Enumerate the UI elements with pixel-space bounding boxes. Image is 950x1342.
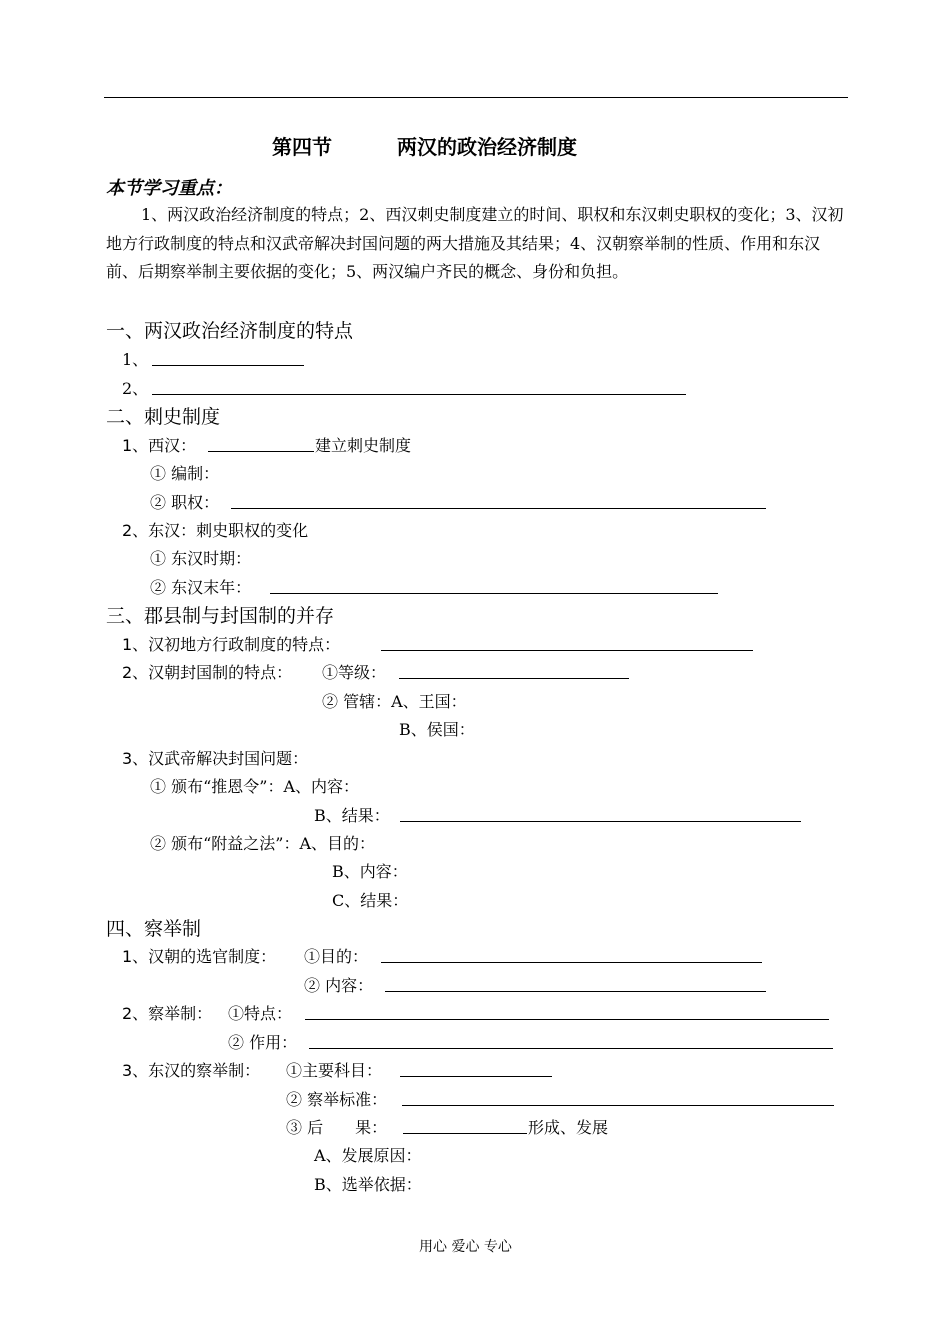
- s4-item-1-2-blank[interactable]: [385, 991, 766, 992]
- s4-item-2-2-label: ② 作用：: [228, 1033, 298, 1052]
- s2-item-1-label: 1、西汉：: [122, 436, 197, 455]
- title-section-number: 第四节: [272, 135, 332, 159]
- s3-item-3-label: 3、汉武帝解决封国问题：: [122, 749, 309, 768]
- s3-item-2-label: 2、汉朝封国制的特点：: [122, 663, 293, 682]
- s4-item-3-2-blank[interactable]: [402, 1105, 834, 1106]
- s2-item-2-1-label: ① 东汉时期：: [150, 549, 252, 568]
- s4-item-3-1-label: ①主要科目：: [286, 1061, 383, 1080]
- s3-item-1-label: 1、汉初地方行政制度的特点：: [122, 635, 341, 654]
- key-points-text: 1、两汉政治经济制度的特点；2、西汉刺史制度建立的时间、职权和东汉刺史职权的变化；3、汉初地方行政制度的特点和汉武帝解决封国问题的两大措施及其结果；4、汉朝察举制的性质、作用和东汉前、后期察举制主要依据的变化；5、两汉编户齐民的概念、身份和负担。: [106, 205, 844, 281]
- s4-item-3-3-label: ③ 后 果：: [286, 1118, 388, 1137]
- s2-item-2-2-label: ② 东汉末年：: [150, 578, 252, 597]
- s3-item-3-1-label: ① 颁布“推恩令”：A、内容：: [150, 777, 360, 796]
- s4-item-3-5-label: B、选举依据：: [314, 1175, 422, 1194]
- s2-item-2-2-blank[interactable]: [270, 593, 718, 594]
- page-footer: 用心 爱心 专心: [419, 1239, 512, 1255]
- s4-item-3-2-label: ② 察举标准：: [286, 1090, 388, 1109]
- s2-item-2-label: 2、东汉：刺史职权的变化: [122, 521, 309, 540]
- s1-item-2-label: 2、: [122, 379, 149, 398]
- s4-item-1-2-label: ② 内容：: [304, 976, 374, 995]
- key-points-heading: 本节学习重点：: [106, 178, 232, 199]
- s2-item-1-suffix: 建立刺史制度: [315, 436, 412, 455]
- s3-item-2-3-label: B、侯国：: [399, 720, 475, 739]
- s1-item-2-blank[interactable]: [152, 394, 686, 395]
- page-title: [272, 131, 577, 160]
- header-rule: [104, 97, 848, 98]
- s2-item-1-blank[interactable]: [208, 451, 314, 452]
- s4-item-3-4-label: A、发展原因：: [314, 1146, 422, 1165]
- title-topic: 两汉的政治经济制度: [396, 135, 577, 159]
- s3-item-3-4-label: B、内容：: [332, 862, 408, 881]
- s2-item-1-2-label: ② 职权：: [150, 493, 220, 512]
- s4-item-2-1-label: ①特点：: [228, 1004, 293, 1023]
- s4-item-2-1-blank[interactable]: [305, 1019, 829, 1020]
- s3-item-2-1-label: ①等级：: [322, 663, 387, 682]
- s2-item-1-2-blank[interactable]: [231, 508, 766, 509]
- s4-item-1-1-label: ①目的：: [304, 947, 369, 966]
- s3-item-3-5-label: C、结果：: [332, 891, 409, 910]
- s3-item-3-2-label: B、结果：: [314, 806, 390, 825]
- section-2-heading: 二、刺史制度: [106, 406, 221, 428]
- s4-item-2-2-blank[interactable]: [309, 1048, 833, 1049]
- s3-item-1-blank[interactable]: [381, 650, 753, 651]
- s2-item-1-1-label: ① 编制：: [150, 464, 220, 483]
- section-4-heading: 四、察举制: [106, 918, 202, 940]
- s4-item-1-1-blank[interactable]: [381, 962, 762, 963]
- s4-item-1-label: 1、汉朝的选官制度：: [122, 947, 277, 966]
- s4-item-3-3-blank[interactable]: [403, 1133, 527, 1134]
- s1-item-1-label: 1、: [122, 350, 149, 369]
- s3-item-2-2-label: ② 管辖：A、王国：: [322, 692, 467, 711]
- s4-item-3-3-suffix: 形成、发展: [528, 1118, 609, 1137]
- s3-item-2-1-blank[interactable]: [399, 678, 629, 679]
- s3-item-3-3-label: ② 颁布“附益之法”：A、目的：: [150, 834, 376, 853]
- s3-item-3-2-blank[interactable]: [400, 821, 801, 822]
- s4-item-3-1-blank[interactable]: [400, 1076, 552, 1077]
- s4-item-2-label: 2、察举制：: [122, 1004, 213, 1023]
- section-1-heading: 一、两汉政治经济制度的特点: [106, 320, 354, 342]
- s1-item-1-blank[interactable]: [152, 365, 304, 366]
- s4-item-3-label: 3、东汉的察举制：: [122, 1061, 261, 1080]
- section-3-heading: 三、郡县制与封国制的并存: [106, 605, 335, 627]
